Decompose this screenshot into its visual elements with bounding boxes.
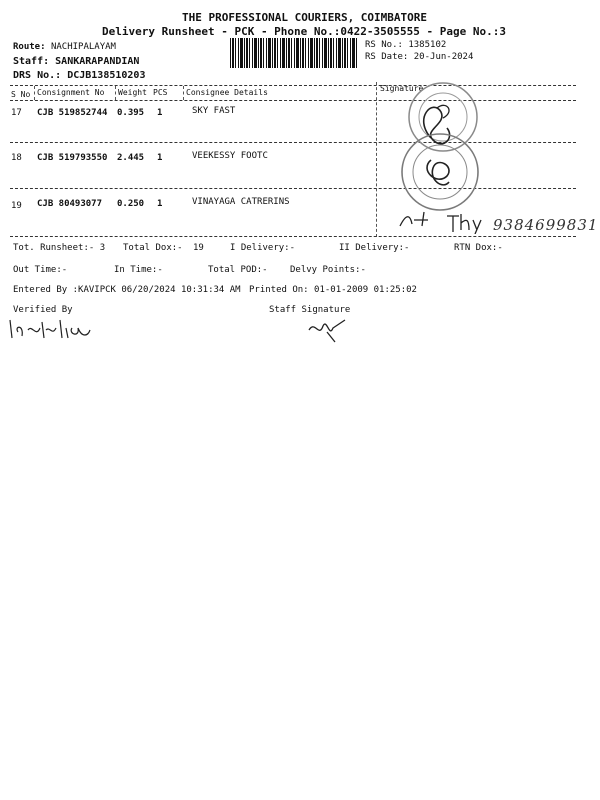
table-bottom-rule	[10, 236, 576, 237]
row-consignee: SKY FAST	[192, 106, 236, 116]
out-time: Out Time:-	[13, 265, 68, 275]
drs-value: DCJB138510203	[67, 70, 146, 81]
table-header-rule	[10, 100, 576, 101]
row-weight: 2.445	[117, 153, 145, 163]
table-row	[11, 108, 22, 118]
rs-date: RS Date: 20-Jun-2024	[365, 52, 474, 62]
tot-runsheet: Tot. Runsheet:- 3	[13, 243, 106, 253]
row-rule	[10, 188, 576, 189]
row-pcs: 1	[157, 153, 163, 163]
handwritten-thy	[445, 210, 485, 234]
staff-line	[13, 56, 139, 67]
row-weight: 0.250	[117, 199, 145, 209]
rtn-dox: RTN Dox:-	[454, 243, 503, 253]
row-consignment: CJB 519793550	[37, 153, 108, 163]
row-pcs: 1	[157, 199, 163, 209]
i-delivery: I Delivery:-	[230, 243, 296, 253]
route-value: NACHIPALAYAM	[50, 42, 116, 52]
col-consignment: Consignment No	[37, 88, 105, 97]
staff-signature-label: Staff Signature	[269, 305, 351, 315]
row-sno: 19	[11, 201, 22, 211]
entered-by: Entered By :KAVIPCK 06/20/2024 10:31:34 AM	[13, 285, 241, 295]
col-consignee: Consignee Details	[186, 88, 268, 97]
barcode	[230, 38, 358, 68]
row-consignee: VEEKESSY FOOTC	[192, 151, 268, 161]
row-weight: 0.395	[117, 108, 145, 118]
col-weight: Weight	[118, 88, 147, 97]
rubber-stamp-bottom	[397, 130, 483, 214]
verifier-signature	[6, 316, 96, 342]
route-line	[13, 42, 116, 52]
row-consignment: CJB 519852744	[37, 108, 108, 118]
route-label: Route:	[13, 42, 46, 52]
col-signature: Signature	[380, 84, 424, 93]
drs-label: DRS No.:	[13, 70, 62, 81]
staff-label: Staff:	[13, 56, 50, 67]
verified-by-label: Verified By	[13, 305, 73, 315]
table-top-rule	[10, 85, 576, 86]
total-pod: Total POD:-	[208, 265, 268, 275]
runsheet-subtitle: Delivery Runsheet - PCK - Phone No.:0422-3505555 - Page No.:3	[102, 25, 506, 38]
divider	[183, 86, 184, 100]
handwritten-initial	[398, 208, 446, 230]
company-title: THE PROFESSIONAL COURIERS, COIMBATORE	[182, 11, 428, 24]
row-consignment: CJB 80493077	[37, 199, 103, 209]
drs-line	[13, 70, 145, 81]
row-rule	[10, 142, 576, 143]
printed-on: Printed On: 01-01-2009 01:25:02	[249, 285, 417, 295]
total-dox-label: Total Dox:-	[123, 243, 183, 253]
col-pcs: PCS	[153, 88, 168, 97]
handwritten-phone: 9384699831	[493, 216, 599, 234]
divider	[115, 86, 116, 100]
total-dox-value: 19	[193, 243, 204, 253]
row-consignee: VINAYAGA CATRERINS	[192, 197, 290, 207]
staff-signature	[305, 314, 353, 344]
divider	[34, 86, 35, 100]
rs-number: RS No.: 1385102	[365, 40, 447, 50]
col-sno: S No	[11, 90, 31, 99]
signature-divider	[376, 82, 377, 237]
delvy-points: Delvy Points:-	[290, 265, 366, 275]
row-pcs: 1	[157, 108, 163, 118]
row-sno: 17	[11, 108, 22, 118]
ii-delivery: II Delivery:-	[339, 243, 410, 253]
staff-value: SANKARAPANDIAN	[55, 56, 140, 67]
in-time: In Time:-	[114, 265, 163, 275]
row-sno: 18	[11, 153, 22, 163]
